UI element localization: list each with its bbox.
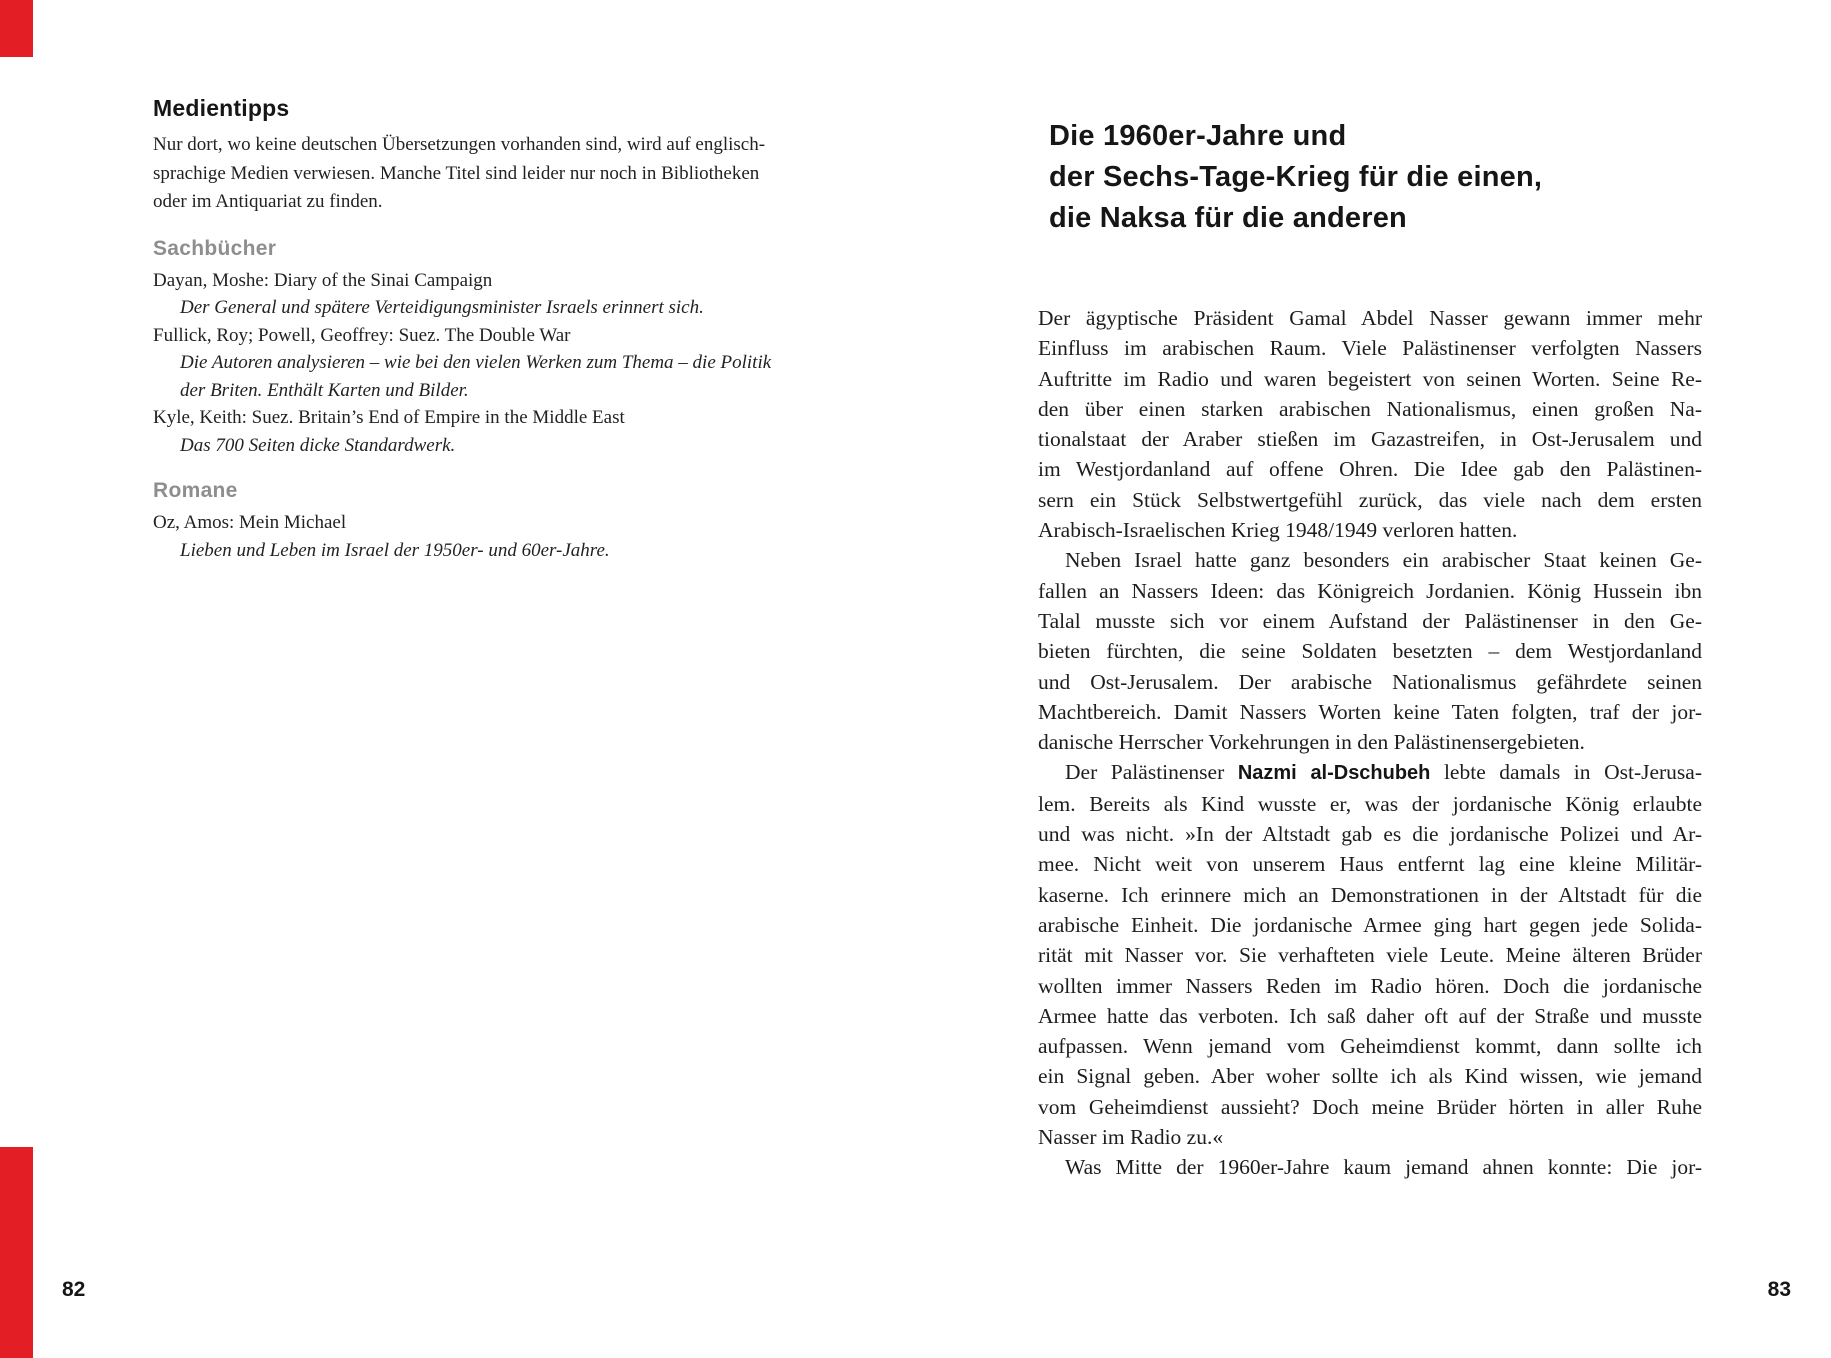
red-cover-edge-top: [0, 0, 33, 57]
chapter-title: [1049, 116, 1542, 239]
entry-title-line: Dayan, Moshe: Diary of the Sinai Campaign: [153, 269, 493, 291]
body-line: Armee hatte das verboten. Ich saß daher oft auf der Straße und musste: [1038, 1003, 1702, 1028]
body-line: Was Mitte der 1960er-Jahre kaum jemand ahnen konnte: Die jor-: [1065, 1155, 1702, 1180]
entry-note-line: der Briten. Enthält Karten und Bilder.: [180, 379, 469, 401]
body-line: lem. Bereits als Kind wusste er, was der jordanische König erlaubte: [1038, 791, 1702, 816]
body-line: vom Geheimdienst aussieht? Doch meine Brüder hörten in aller Ruhe: [1038, 1094, 1702, 1119]
body-line: mee. Nicht weit von unserem Haus entfernt lag eine kleine Militär-: [1038, 852, 1702, 877]
medientipps-intro: [153, 131, 821, 217]
body-line: danische Herrscher Vorkehrungen in den Palästinensergebieten.: [1038, 730, 1585, 755]
body-line: ein Signal geben. Aber woher sollte ich als Kind wissen, wie jemand: [1038, 1064, 1702, 1089]
entry-title-line: Fullick, Roy; Powell, Geoffrey: Suez. The Double War: [153, 324, 571, 346]
body-line: bieten fürchten, die seine Soldaten besetzten – dem Westjordanland: [1038, 639, 1702, 664]
media-entry: [153, 322, 821, 405]
body-line: rität mit Nasser vor. Sie verhafteten viele Leute. Meine älteren Brüder: [1038, 943, 1702, 968]
body-line: sern ein Stück Selbstwertgefühl zurück, das viele nach dem ersten: [1038, 487, 1702, 512]
body-line: kaserne. Ich erinnere mich an Demonstrationen in der Altstadt für die: [1038, 882, 1702, 907]
media-entry: [153, 267, 821, 322]
body-line: Machtbereich. Damit Nassers Worten keine Taten folgten, traf der jor-: [1038, 699, 1702, 724]
media-entry: [153, 404, 821, 459]
page-left-content: [153, 95, 821, 564]
body-line: und Ost-Jerusalem. Der arabische Nationalismus gefährdete seinen: [1038, 669, 1702, 694]
body-paragraph: [1038, 545, 1702, 757]
body-paragraph: [1038, 1152, 1702, 1182]
entry-title-line: Kyle, Keith: Suez. Britain’s End of Empire in the Middle East: [153, 407, 625, 428]
red-cover-edge-bottom: [0, 1147, 33, 1358]
body-line: im Westjordanland auf offene Ohren. Die Idee gab den Palästinen-: [1038, 457, 1702, 482]
body-paragraph: [1038, 303, 1702, 545]
entry-note-line: Die Autoren analysieren – wie bei den vielen Werken zum Thema – die Politik: [180, 352, 772, 373]
body-paragraph: [1038, 757, 1702, 1152]
page-number-right: 83: [1767, 1278, 1791, 1301]
entry-note-line: Lieben und Leben im Israel der 1950er- und 60er-Jahre.: [180, 539, 610, 561]
section-title: Romane: [153, 479, 238, 502]
body-line: Auftritte im Radio und waren begeistert von seinen Worten. Seine Re-: [1038, 366, 1702, 391]
body-line: den über einen starken arabischen Nationalismus, einen großen Na-: [1038, 396, 1702, 421]
body-line: Talal musste sich vor einem Aufstand der Palästinenser in den Ge-: [1038, 608, 1702, 633]
body-line: Neben Israel hatte ganz besonders ein arabischer Staat keinen Ge-: [1065, 548, 1702, 573]
body-line: fallen an Nassers Ideen: das Königreich Jordanien. König Hussein ibn: [1038, 578, 1702, 603]
entry-note-line: Der General und spätere Verteidigungsminister Israels erinnert sich.: [180, 297, 704, 318]
chapter-title-line: der Sechs-Tage-Krieg für die einen,: [1049, 161, 1543, 193]
body-line: Der ägyptische Präsident Gamal Abdel Nasser gewann immer mehr: [1038, 306, 1702, 330]
body-line: und was nicht. »In der Altstadt gab es die jordanische Polizei und Ar-: [1038, 822, 1702, 847]
body-line: wollten immer Nassers Reden im Radio hören. Doch die jordanische: [1038, 973, 1702, 998]
entry-title-line: Oz, Amos: Mein Michael: [153, 512, 347, 533]
chapter-body: [1038, 303, 1702, 1183]
chapter-title-line: die Naksa für die anderen: [1049, 202, 1407, 234]
entry-note-line: Das 700 Seiten dicke Standardwerk.: [180, 434, 456, 456]
media-section: [153, 479, 821, 564]
body-line: Arabisch-Israelischen Krieg 1948/1949 verloren hatten.: [1038, 518, 1518, 543]
section-title: Sachbücher: [153, 236, 277, 260]
body-line: arabische Einheit. Die jordanische Armee ging hart gegen jede Solida-: [1038, 912, 1702, 937]
medientipps-heading: Medientipps: [153, 95, 290, 121]
body-line: aufpassen. Wenn jemand vom Geheimdienst kommt, dann sollte ich: [1038, 1034, 1702, 1059]
body-line: Einfluss im arabischen Raum. Viele Palästinenser verfolgten Nassers: [1038, 336, 1702, 361]
chapter-title-line: Die 1960er-Jahre und: [1049, 120, 1347, 152]
body-line: tionalstaat der Araber stießen im Gazastreifen, in Ost-Jerusalem und: [1038, 427, 1702, 452]
left-sections: [153, 237, 821, 565]
body-line: Nasser im Radio zu.«: [1038, 1125, 1224, 1150]
intro-line: oder im Antiquariat zu finden.: [153, 191, 383, 212]
intro-line: Nur dort, wo keine deutschen Übersetzungen vorhanden sind, wird auf englisch-: [153, 134, 766, 155]
media-entry: [153, 509, 821, 564]
media-section: [153, 237, 821, 460]
body-line: Der Palästinenser Nazmi al-Dschubeh lebte damals in Ost-Jerusa-: [1065, 760, 1702, 785]
person-name-bold: Nazmi al-Dschubeh: [1237, 762, 1431, 785]
intro-line: sprachige Medien verwiesen. Manche Titel sind leider nur noch in Bibliotheken: [153, 162, 760, 184]
page-number-left: 82: [62, 1278, 86, 1301]
